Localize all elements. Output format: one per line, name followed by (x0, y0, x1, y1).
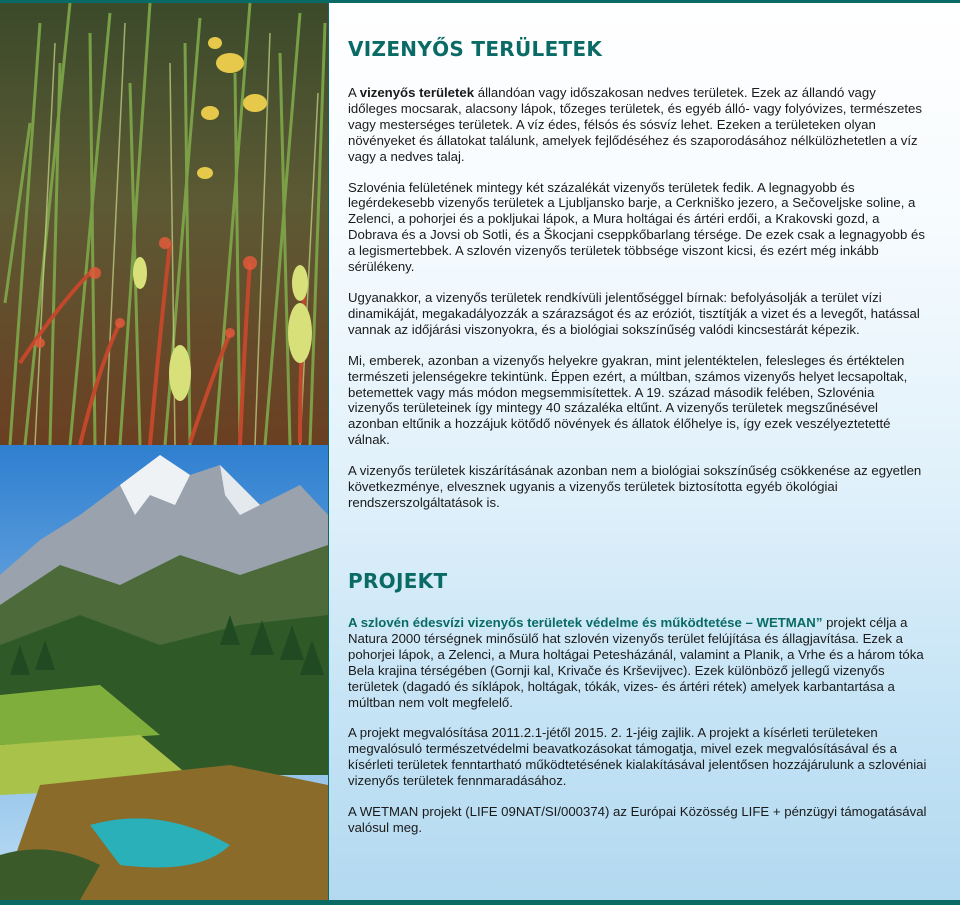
text-panel (329, 3, 960, 900)
project-goal-text: projekt célja a Natura 2000 térségnek minősülő hat szlovén vizenyős terület felújítása és állagjavítása. Ezek a pohorjei lápok, a Zelenci, a Mura holtágai Petesházánál, valamint a Planik, a Vrhe és a három tóka Bela krajina térségében (Gornji kal, Krivače és Krševijvec). Ezek különböző jellegű vizenyős területek (dagadó és síklápok, holtágak, tókák, vizes- és ártéri rétek) amelyek karbantartása a múltban nem volt megfelelő. (348, 615, 924, 710)
project-body (348, 615, 928, 851)
intro-lead: A (348, 85, 360, 100)
paragraph-intro (348, 85, 928, 165)
project-title: A szlovén édesvízi vizenyős területek védelme és működtetése – WETMAN” (348, 615, 823, 630)
photo-column (0, 3, 328, 900)
paragraph-coverage: Szlovénia felületének mintegy két százalékát vizenyős területek fedik. A legnagyobb és legérdekesebb vizenyős területek a Ljubljansko barje, a Cerkniško jezero, a Sečoveljske soline, a Zelenci, a pohorjei és a pokljukai lápok, a Mura holtágai és ártéri erdői, a Krakovski gozd, a Dobrava és a Jovsi ob Sotli, és a Škocjani cseppkőbarlang térsége. De ezek csak a legnagyobb és a legismertebbek. A szlovén vizenyős területek többsége viszont kicsi, és ezért még inkább sérülékeny. (348, 179, 925, 275)
sundew-wetland-photo (0, 3, 328, 445)
paragraph-timeline: A projekt megvalósítása 2011.2.1-jétől 2015. 2. 1-jéig zajlik. A projekt a kísérleti területeken megvalósuló természetvédelmi beavatkozásokat támogatja, mivel ezek megvalósításával és a kísérleti területek fenntartható működtetésének kialakításával jelentősen hozzájárulunk a szlovéniai vizenyős területek fennmaradásához. (348, 725, 927, 789)
paragraph-project-goal (348, 615, 928, 710)
heading-wetlands: VIZENYŐS TERÜLETEK (348, 37, 603, 61)
paragraph-consequences: A vizenyős területek kiszárításának azonban nem a biológiai sokszínűség csökkenése az egyetlen következménye, elvesznek ugyanis a vizenyős területek biztosította egyéb ökológiai rendszerszolgáltatások is. (348, 463, 922, 510)
paragraph-importance: Ugyanakkor, a vizenyős területek rendkívüli jelentőséggel bírnak: befolyásolják a terület vízi dinamikáját, megakadályozzák a szárazságot és az eróziót, tisztítják a vizet és a levegőt, hatással vannak az időjárási viszonyokra, és a biológiai sokszínűség valódi kincsestárát képezik. (348, 289, 920, 337)
wetlands-body (348, 85, 928, 526)
intro-rest: állandóan vagy időszakosan nedves területek. Ezek az állandó vagy időleges mocsarak, alacsony lápok, tőzeges területek, és egyéb álló- vagy folyóvizes, természetes vagy mesterséges területek. A víz édes, félsós és sósvíz lehet. Ezeken a területeken olyan növényeket és állatokat találunk, amelyek fejlődéséhez és szaporodásához nélkülözhetetlen a víz vagy a nedves talaj. (348, 85, 922, 164)
intro-bold-term: vizenyős területek (359, 85, 475, 100)
paragraph-loss: Mi, emberek, azonban a vizenyős helyekre gyakran, mint jelentéktelen, felesleges és értéktelen természeti jelenségekre tekintünk. Éppen ezért, a múltban, számos vizenyős helyet lecsapoltak, betemettek vagy más módon megsemmisítettek. A 19. század második felében, Szlovénia vizenyős területeinek így mintegy 40 százaléka eltűnt. A vizenyős területek megszűnésével azonban eltűnik a hozzájuk kötődő növények és állatok élőhelye is, így ezek veszélyeztetetté válnak. (348, 352, 908, 448)
alpine-lake-photo (0, 445, 328, 900)
heading-project: PROJEKT (348, 569, 448, 593)
paragraph-funding: A WETMAN projekt (LIFE 09NAT/SI/000374) az Európai Közösség LIFE + pénzügyi támogatásával valósul meg. (348, 804, 927, 835)
bottom-border (0, 900, 960, 905)
